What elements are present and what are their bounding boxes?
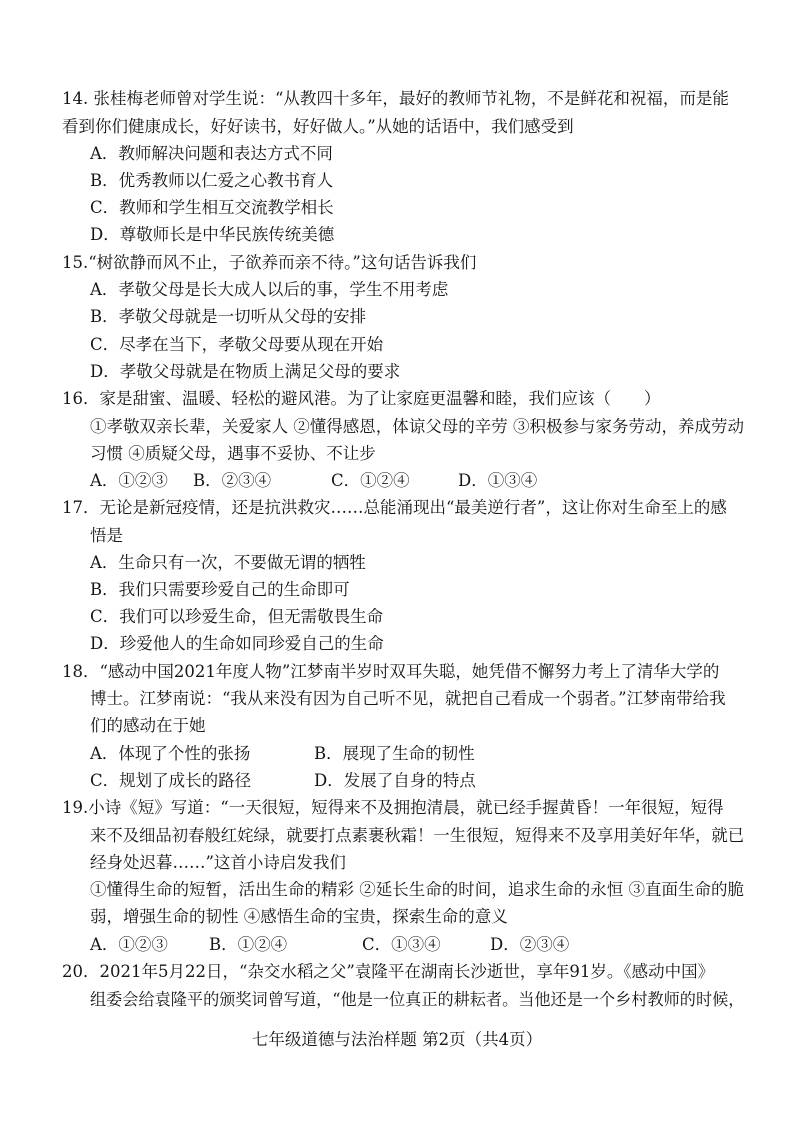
q17-option-c: C．我们可以珍爱生命，但无需敬畏生命 xyxy=(90,607,384,626)
q16-option-c: C．①②④ xyxy=(331,471,410,490)
q17-option-d: D．珍爱他人的生命如同珍爱自己的生命 xyxy=(90,634,384,653)
q18-option-c: C．规划了成长的路径 xyxy=(90,771,252,790)
page-footer: 七年级道德与法治样题 第2页（共4页） xyxy=(251,1030,543,1049)
q15-option-b: B．孝敬父母就是一切听从父母的安排 xyxy=(90,307,367,326)
q15-option-a: A．孝敬父母是长大成人以后的事，学生不用考虑 xyxy=(90,280,449,299)
q15-stem-line-1: 15.“树欲静而风不止，子欲养而亲不待。”这句话告诉我们 xyxy=(62,253,477,272)
q19-stem-line-1: 19.小诗《短》写道：“一天很短，短得来不及拥抱清晨，就已经手握黄昏！一年很短，短得 xyxy=(62,798,724,817)
q19-option-a: A．①②③ xyxy=(90,935,168,954)
q20-stem-line-2: 组委会给袁隆平的颁奖词曾写道，“他是一位真正的耕耘者。当他还是一个乡村教师的时候， xyxy=(90,990,745,1009)
q17-option-b: B．我们只需要珍爱自己的生命即可 xyxy=(90,580,350,599)
q19-stem-line-4: ①懂得生命的短暂，活出生命的精彩 ②延长生命的时间，追求生命的永恒 ③直面生命的脆 xyxy=(90,880,744,899)
q16-stem-line-2: ①孝敬双亲长辈，关爱家人 ②懂得感恩，体谅父母的辛劳 ③积极参与家务劳动，养成劳动 xyxy=(90,417,744,436)
q18-stem-line-1: 18．“感动中国2021年度人物”江梦南半岁时双耳失聪，她凭借不懈努力考上了清华大学的 xyxy=(62,662,720,681)
q16-stem-line-3: 习惯 ④质疑父母，遇事不妥协、不让步 xyxy=(90,444,376,463)
q19-stem-line-3: 经身处迟暮……”这首小诗启发我们 xyxy=(90,853,346,872)
q19-option-b: B．①②④ xyxy=(209,935,288,954)
q16-option-a: A．①②③ xyxy=(90,471,168,490)
q18-stem-line-3: 们的感动在于她 xyxy=(90,716,206,735)
q14-stem-line-2: 看到你们健康成长，好好读书，好好做人。”从她的话语中，我们感受到 xyxy=(62,117,574,136)
q19-option-d: D．②③④ xyxy=(490,935,570,954)
q16-stem-line-1: 16．家是甜蜜、温暖、轻松的避风港。为了让家庭更温馨和睦，我们应该（ ） xyxy=(62,389,661,408)
q14-option-d: D．尊敬师长是中华民族传统美德 xyxy=(90,225,335,244)
q19-stem-line-2: 来不及细品初春般红姹绿，就要打点素裹秋霜！一生很短，短得来不及享用美好年华，就已 xyxy=(90,826,745,845)
q17-option-a: A．生命只有一次，不要做无谓的牺牲 xyxy=(90,553,366,572)
q18-stem-line-2: 博士。江梦南说：“我从来没有因为自己听不见，就把自己看成一个弱者。”江梦南带给我 xyxy=(90,689,726,708)
q14-option-a: A．教师解决问题和表达方式不同 xyxy=(90,144,333,163)
q14-stem-line-1: 14. 张桂梅老师曾对学生说：“从教四十多年，最好的教师节礼物，不是鲜花和祝福，而是能 xyxy=(62,89,729,108)
q15-option-c: C．尽孝在当下，孝敬父母要从现在开始 xyxy=(90,335,384,354)
q15-option-d: D．孝敬父母就是在物质上满足父母的要求 xyxy=(90,362,401,381)
q19-option-c: C．①③④ xyxy=(362,935,441,954)
q19-stem-line-5: 弱，增强生命的韧性 ④感悟生命的宝贵，探索生命的意义 xyxy=(90,907,508,926)
q16-option-d: D．①③④ xyxy=(458,471,538,490)
q18-option-a: A．体现了个性的张扬 xyxy=(90,744,251,763)
q16-option-b: B．②③④ xyxy=(193,471,272,490)
q14-option-c: C．教师和学生相互交流教学相长 xyxy=(90,198,334,217)
q18-option-b: B．展现了生命的韧性 xyxy=(314,744,475,763)
q20-stem-line-1: 20．2021年5月22日，“杂交水稻之父”袁隆平在湖南长沙逝世，享年91岁。《感动中国》 xyxy=(62,962,715,981)
q14-option-b: B．优秀教师以仁爱之心教书育人 xyxy=(90,171,334,190)
q17-stem-line-1: 17．无论是新冠疫情，还是抗洪救灾……总能涌现出“最美逆行者”，这让你对生命至上的感 xyxy=(62,498,727,517)
q17-stem-line-2: 悟是 xyxy=(90,526,123,545)
q18-option-d: D．发展了自身的特点 xyxy=(314,771,476,790)
